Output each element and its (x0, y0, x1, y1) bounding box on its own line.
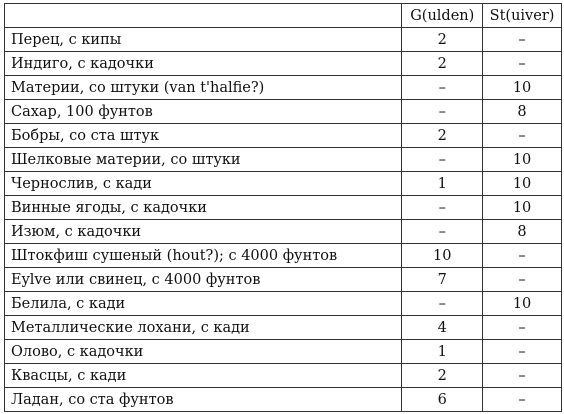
row-gulden: – (402, 148, 483, 172)
header-item (5, 4, 402, 28)
table-row (5, 196, 562, 220)
row-item: Индиго, с кадочки (5, 52, 402, 76)
row-stuiver: 10 (483, 292, 562, 316)
row-item: Материи, со штуки (van t'halfie?) (5, 76, 402, 100)
table-row (5, 52, 562, 76)
row-stuiver: 10 (483, 76, 562, 100)
table-row (5, 148, 562, 172)
tariff-table (4, 3, 562, 412)
row-item: Квасцы, с кади (5, 364, 402, 388)
row-gulden: 2 (402, 52, 483, 76)
table-row (5, 292, 562, 316)
row-stuiver: – (483, 340, 562, 364)
row-gulden: 2 (402, 124, 483, 148)
row-gulden: 6 (402, 388, 483, 412)
row-gulden: 4 (402, 316, 483, 340)
row-gulden: – (402, 100, 483, 124)
row-item: Чернослив, с кади (5, 172, 402, 196)
table-row (5, 244, 562, 268)
row-stuiver: – (483, 268, 562, 292)
row-stuiver: – (483, 124, 562, 148)
row-gulden: – (402, 76, 483, 100)
row-item: Eylve или свинец, с 4000 фунтов (5, 268, 402, 292)
row-gulden: 10 (402, 244, 483, 268)
row-item: Бобры, со ста штук (5, 124, 402, 148)
header-gulden: G(ulden) (402, 4, 483, 28)
row-stuiver: 10 (483, 172, 562, 196)
table-row (5, 76, 562, 100)
row-gulden: – (402, 196, 483, 220)
row-gulden: 7 (402, 268, 483, 292)
row-item: Изюм, с кадочки (5, 220, 402, 244)
table-row (5, 316, 562, 340)
header-row (5, 4, 562, 28)
table-row (5, 172, 562, 196)
table-row (5, 124, 562, 148)
row-item: Ладан, со ста фунтов (5, 388, 402, 412)
row-item: Винные ягоды, с кадочки (5, 196, 402, 220)
table-row (5, 268, 562, 292)
row-gulden: – (402, 220, 483, 244)
row-item: Сахар, 100 фунтов (5, 100, 402, 124)
row-item: Олово, с кадочки (5, 340, 402, 364)
row-gulden: 2 (402, 364, 483, 388)
row-stuiver: 8 (483, 220, 562, 244)
row-item: Штокфиш сушеный (hout?); с 4000 фунтов (5, 244, 402, 268)
row-item: Шелковые материи, со штуки (5, 148, 402, 172)
row-stuiver: – (483, 28, 562, 52)
row-item: Перец, с кипы (5, 28, 402, 52)
row-stuiver: 8 (483, 100, 562, 124)
table-row (5, 100, 562, 124)
row-gulden: 2 (402, 28, 483, 52)
row-stuiver: 10 (483, 196, 562, 220)
row-stuiver: – (483, 388, 562, 412)
row-stuiver: – (483, 52, 562, 76)
row-item: Металлические лохани, с кади (5, 316, 402, 340)
table-row (5, 364, 562, 388)
row-stuiver: – (483, 244, 562, 268)
row-stuiver: – (483, 316, 562, 340)
row-gulden: 1 (402, 340, 483, 364)
row-stuiver: – (483, 364, 562, 388)
row-item: Белила, с кади (5, 292, 402, 316)
table-row (5, 388, 562, 412)
row-gulden: – (402, 292, 483, 316)
table-row (5, 220, 562, 244)
header-stuiver: St(uiver) (483, 4, 562, 28)
row-gulden: 1 (402, 172, 483, 196)
table-row (5, 28, 562, 52)
table-row (5, 340, 562, 364)
row-stuiver: 10 (483, 148, 562, 172)
